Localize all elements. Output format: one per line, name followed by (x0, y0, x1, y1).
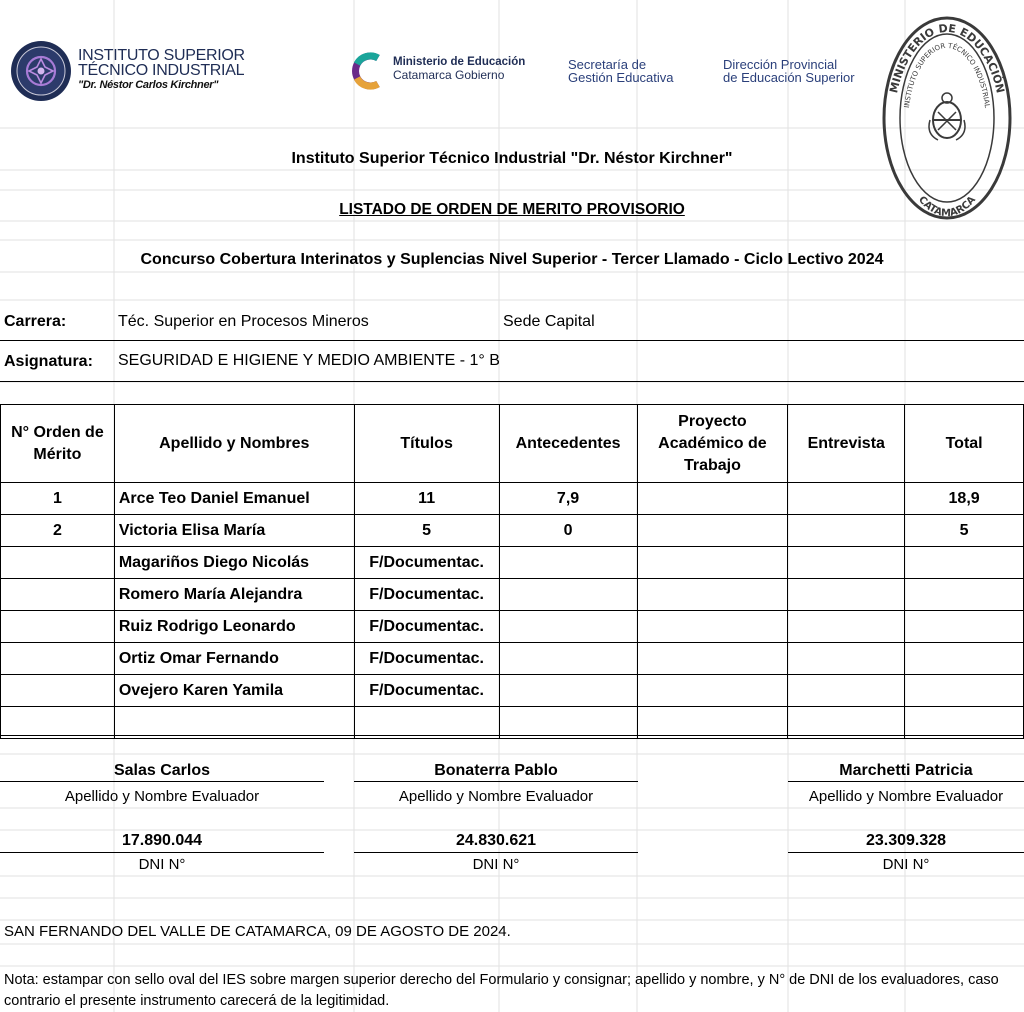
cell-antecedentes (499, 579, 637, 611)
evaluator-3-name-label: Apellido y Nombre Evaluador (808, 788, 1004, 805)
cell-orden (1, 707, 115, 739)
cell-orden: 1 (1, 483, 115, 515)
cell-antecedentes (499, 643, 637, 675)
cell-titulos: 5 (354, 515, 499, 547)
secretaria-line2: Gestión Educativa (568, 70, 674, 85)
cell-titulos: 11 (354, 483, 499, 515)
header-titulos: Títulos (354, 405, 499, 483)
table-bottom-rule (0, 735, 1024, 736)
evaluator-2-name-label: Apellido y Nombre Evaluador (398, 788, 594, 805)
table-row (1, 579, 1024, 611)
cell-total (905, 707, 1024, 739)
cell-titulos: F/Documentac. (354, 611, 499, 643)
institution-title: Instituto Superior Técnico Industrial "Dr. Néstor Kirchner" (291, 150, 733, 167)
asignatura-label: Asignatura: (4, 353, 93, 370)
evaluator-1-name: Salas Carlos (113, 762, 211, 779)
cell-orden (1, 675, 115, 707)
stamp-bottom-text: CATAMARCA (915, 194, 979, 220)
ministry-line1: Ministerio de Educación (393, 56, 526, 68)
cell-proyecto (637, 675, 788, 707)
footer-note: Nota: estampar con sello oval del IES sobre margen superior derecho del Formulario y consignar; apellido y nombre, y N° de DNI de los evaluadores, caso contrario el presente instrumento carecerá de la legitimidad. (4, 972, 999, 1009)
info-divider (0, 340, 1024, 341)
cell-antecedentes (499, 547, 637, 579)
secretaria-line1: Secretaría de (568, 57, 647, 72)
evaluator-2-name-line (354, 781, 638, 782)
header-entrevista: Entrevista (788, 405, 905, 483)
carrera-label: Carrera: (4, 313, 67, 330)
cell-nombre: Arce Teo Daniel Emanuel (114, 483, 354, 515)
secretaria-logo-text (568, 58, 674, 84)
carrera-value: Téc. Superior en Procesos Mineros (118, 313, 369, 330)
header-proyecto: Proyecto Académico de Trabajo (637, 405, 788, 483)
ministry-line2: Catamarca Gobierno (393, 68, 505, 82)
cell-entrevista (788, 643, 905, 675)
table-row (1, 611, 1024, 643)
table-header-row (1, 405, 1024, 483)
institute-seal-logo (10, 40, 72, 102)
cell-proyecto (637, 579, 788, 611)
cell-orden: 2 (1, 515, 115, 547)
cell-antecedentes: 7,9 (499, 483, 637, 515)
evaluator-3-dni-line (788, 852, 1024, 853)
institute-name-line2: TÉCNICO INDUSTRIAL (78, 62, 245, 79)
evaluator-3-dni: 23.309.328 (865, 832, 947, 849)
cell-entrevista (788, 611, 905, 643)
cell-nombre: Ovejero Karen Yamila (114, 675, 354, 707)
cell-nombre: Magariños Diego Nicolás (114, 547, 354, 579)
header-antecedentes: Antecedentes (499, 405, 637, 483)
evaluator-1-dni-line (0, 852, 324, 853)
cell-orden (1, 547, 115, 579)
cell-proyecto (637, 643, 788, 675)
cell-orden (1, 611, 115, 643)
cell-nombre: Romero María Alejandra (114, 579, 354, 611)
cell-orden (1, 643, 115, 675)
cell-proyecto (637, 707, 788, 739)
cell-antecedentes (499, 675, 637, 707)
evaluator-2-dni: 24.830.621 (455, 832, 537, 849)
cell-entrevista (788, 483, 905, 515)
cell-entrevista (788, 579, 905, 611)
cell-entrevista (788, 515, 905, 547)
cell-total (905, 611, 1024, 643)
cell-antecedentes (499, 707, 637, 739)
cell-nombre (114, 707, 354, 739)
table-row (1, 515, 1024, 547)
cell-total: 5 (905, 515, 1024, 547)
cell-nombre: Victoria Elisa María (114, 515, 354, 547)
cell-titulos: F/Documentac. (354, 579, 499, 611)
evaluator-2-dni-line (354, 852, 638, 853)
cell-proyecto (637, 483, 788, 515)
stamp-top-text: MINISTERIO DE EDUCACIÓN (887, 21, 1007, 95)
ministry-logo-icon (348, 50, 390, 92)
cell-total (905, 675, 1024, 707)
evaluator-1-dni-label: DNI N° (138, 856, 186, 873)
stamp-inner-text: INSTITUTO SUPERIOR TÉCNICO INDUSTRIAL (902, 41, 992, 109)
official-oval-stamp (880, 14, 1014, 222)
cell-titulos (354, 707, 499, 739)
evaluator-2-name: Bonaterra Pablo (434, 762, 558, 779)
direccion-logo-text (723, 58, 855, 84)
cell-titulos: F/Documentac. (354, 643, 499, 675)
header-nombres: Apellido y Nombres (114, 405, 354, 483)
evaluator-3-name: Marchetti Patricia (839, 762, 973, 779)
evaluator-3-name-line (788, 781, 1024, 782)
cell-total: 18,9 (905, 483, 1024, 515)
evaluator-1-dni: 17.890.044 (121, 832, 203, 849)
cell-nombre: Ortiz Omar Fernando (114, 643, 354, 675)
evaluator-1-name-label: Apellido y Nombre Evaluador (64, 788, 260, 805)
institute-name-logo-text (78, 48, 245, 93)
institute-name-line3: "Dr. Néstor Carlos Kirchner" (78, 79, 219, 91)
cell-entrevista (788, 675, 905, 707)
institute-name-line1: INSTITUTO SUPERIOR (78, 47, 245, 64)
place-date: SAN FERNANDO DEL VALLE DE CATAMARCA, 09 DE AGOSTO DE 2024. (4, 923, 511, 940)
table-row (1, 483, 1024, 515)
header-total: Total (905, 405, 1024, 483)
ministry-logo-text (393, 56, 525, 82)
cell-orden (1, 579, 115, 611)
coat-of-arms-icon (929, 93, 965, 140)
cell-proyecto (637, 515, 788, 547)
list-title: LISTADO DE ORDEN DE MERITO PROVISORIO (339, 201, 685, 218)
evaluator-1-name-line (0, 781, 324, 782)
cell-proyecto (637, 547, 788, 579)
cell-titulos: F/Documentac. (354, 675, 499, 707)
table-row (1, 643, 1024, 675)
cell-titulos: F/Documentac. (354, 547, 499, 579)
svg-text:MINISTERIO DE EDUCACIÓN (887, 22, 1007, 95)
direccion-line2: de Educación Superior (723, 70, 855, 85)
table-row (1, 707, 1024, 739)
cell-antecedentes: 0 (499, 515, 637, 547)
cell-total (905, 643, 1024, 675)
contest-title: Concurso Cobertura Interinatos y Suplencias Nivel Superior - Tercer Llamado - Ciclo Lectivo 2024 (140, 251, 884, 268)
sede-value: Sede Capital (503, 313, 595, 330)
cell-antecedentes (499, 611, 637, 643)
header-orden: N° Orden de Mérito (1, 405, 115, 483)
cell-proyecto (637, 611, 788, 643)
table-row (1, 547, 1024, 579)
cell-total (905, 547, 1024, 579)
cell-entrevista (788, 547, 905, 579)
asignatura-value: SEGURIDAD E HIGIENE Y MEDIO AMBIENTE - 1° B (118, 352, 500, 369)
cell-entrevista (788, 707, 905, 739)
info-divider-bottom (0, 381, 1024, 382)
evaluator-2-dni-label: DNI N° (472, 856, 520, 873)
cell-total (905, 579, 1024, 611)
table-row (1, 675, 1024, 707)
merit-table-body (1, 405, 1024, 739)
evaluator-3-dni-label: DNI N° (882, 856, 930, 873)
merit-table (0, 404, 1024, 739)
direccion-line1: Dirección Provincial (723, 57, 838, 72)
cell-nombre: Ruiz Rodrigo Leonardo (114, 611, 354, 643)
